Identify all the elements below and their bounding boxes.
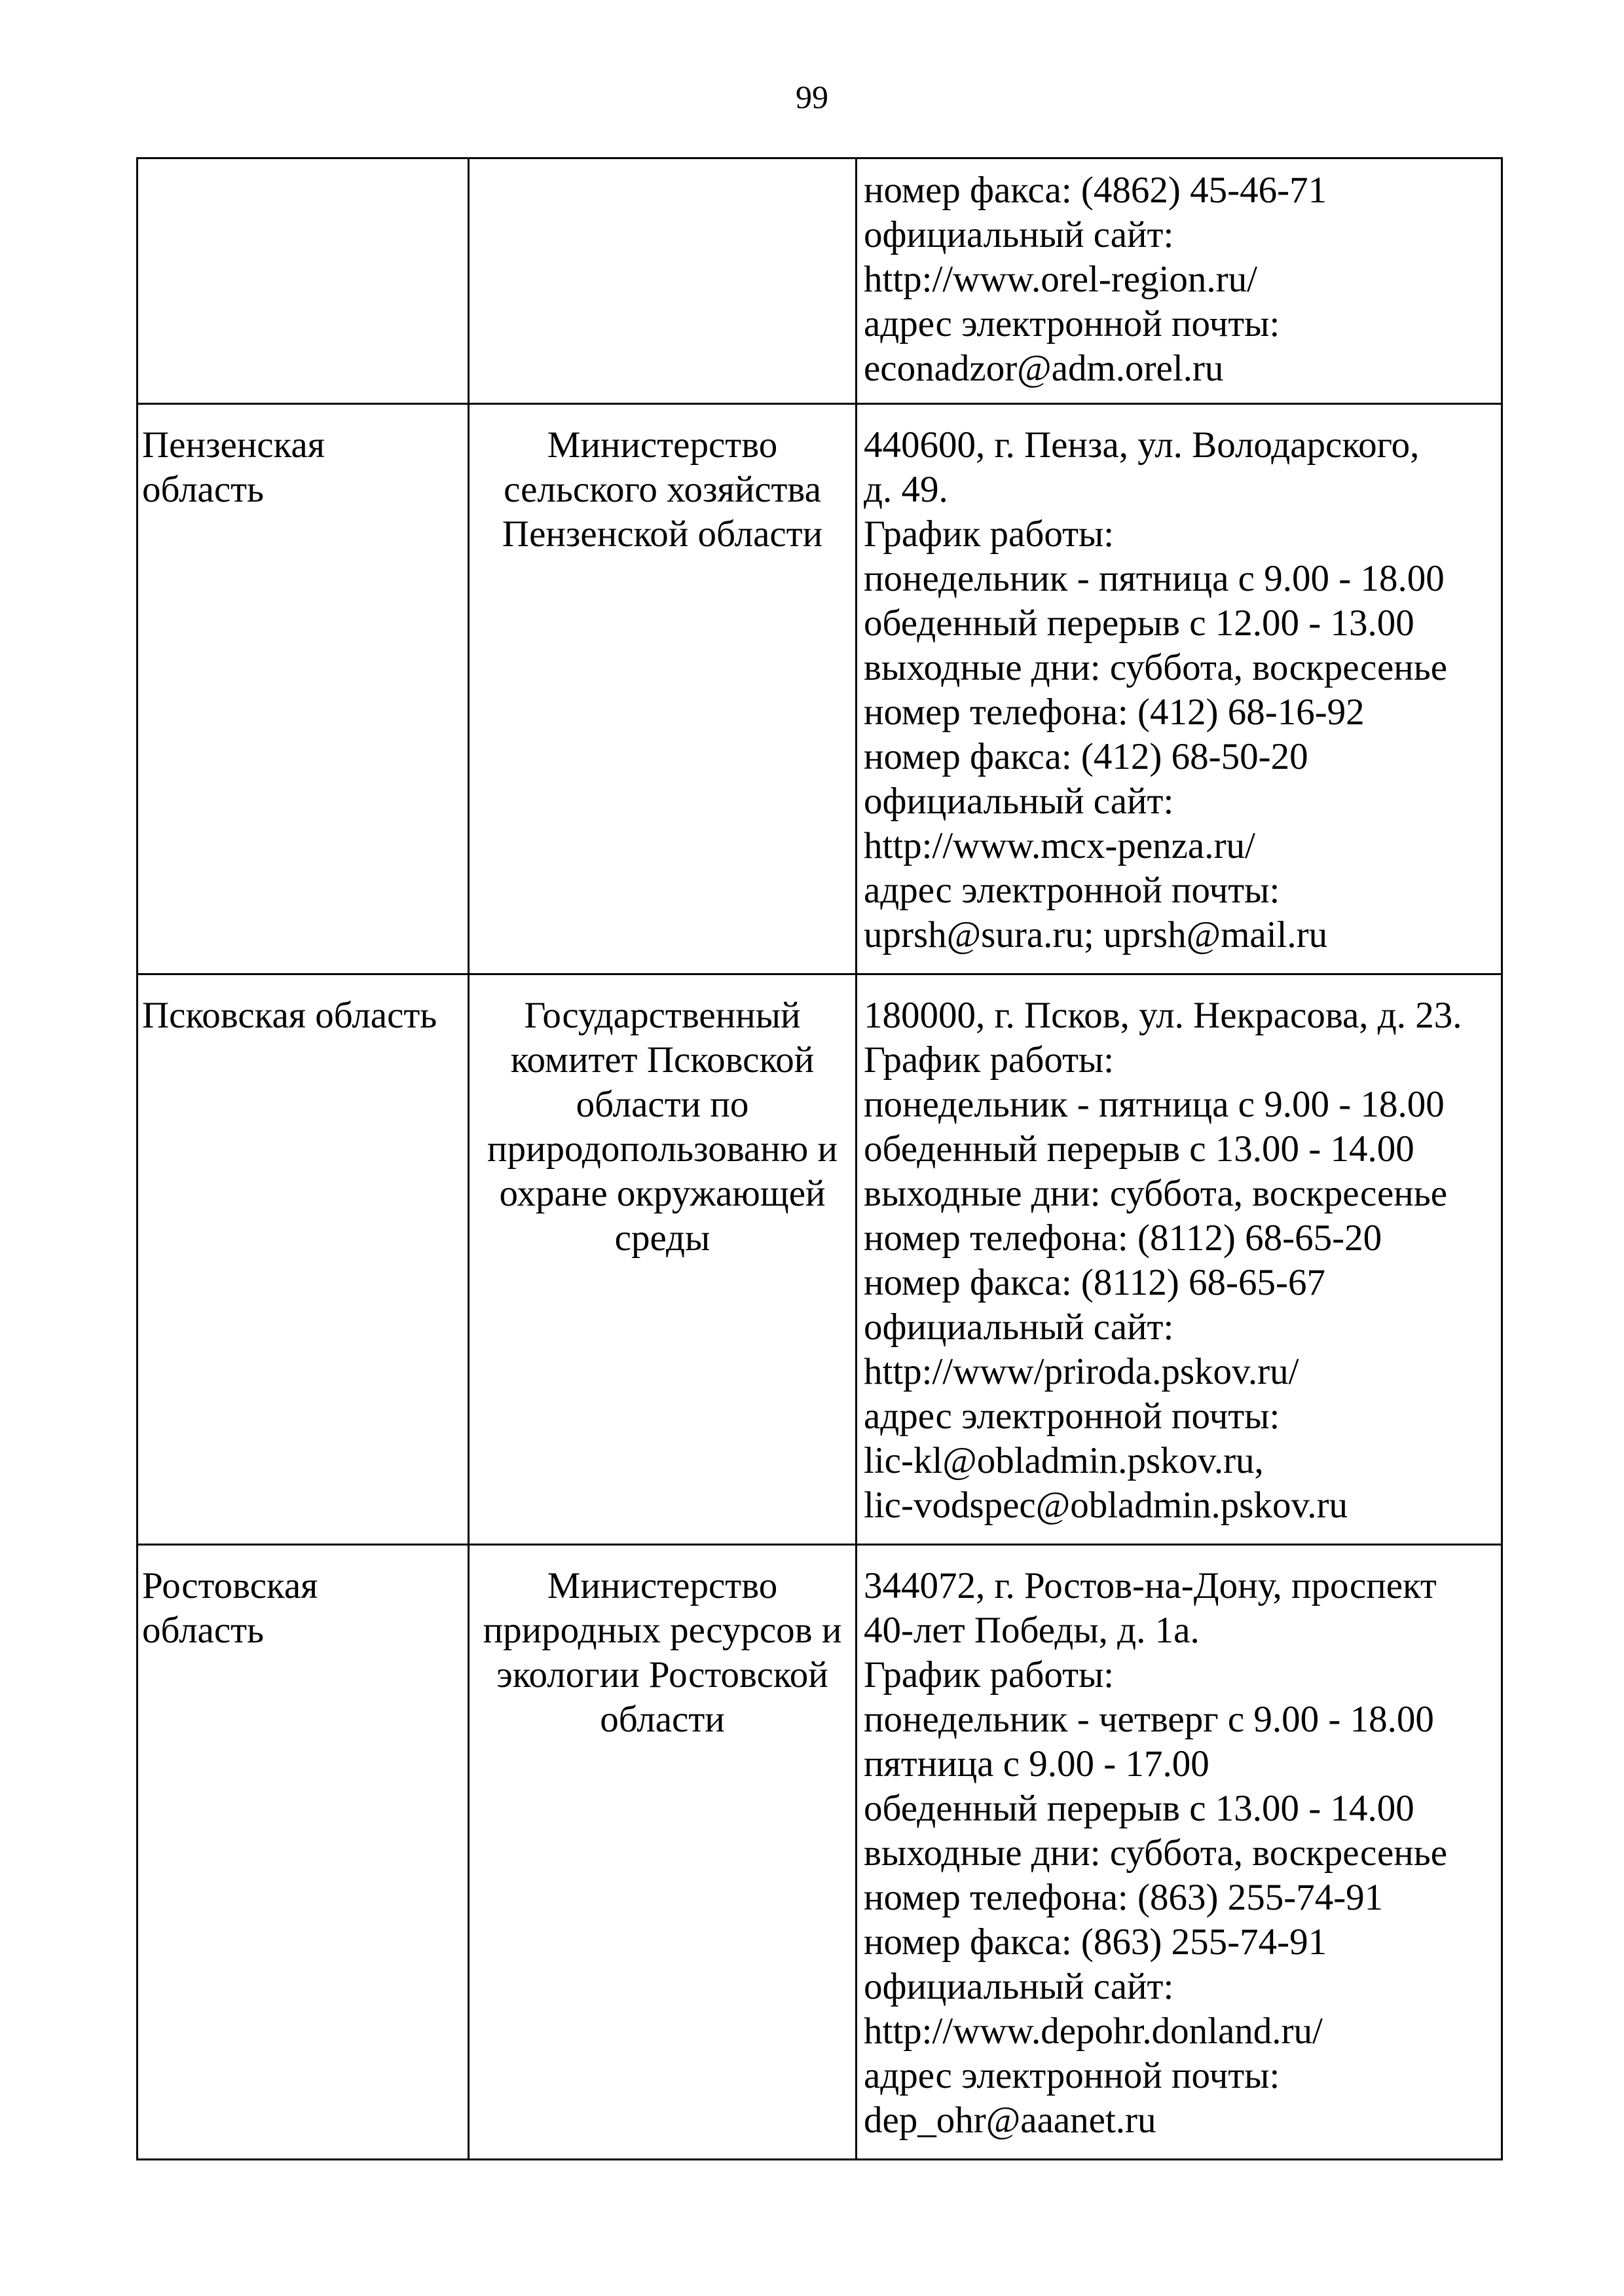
region-cell xyxy=(138,1545,469,2160)
contacts-line: официальный сайт: xyxy=(864,214,1174,255)
contacts-line: понедельник - пятница с 9.00 - 18.00 xyxy=(864,558,1445,599)
contacts-cell xyxy=(857,158,1502,404)
contacts-line: 180000, г. Псков, ул. Некрасова, д. 23. xyxy=(864,995,1462,1036)
page-number: 99 xyxy=(796,79,828,115)
region-line: Пензенская xyxy=(142,424,325,466)
region-cell xyxy=(138,974,469,1545)
organization-line: среды xyxy=(614,1217,710,1259)
contacts-line: http://www.orel-region.ru/ xyxy=(864,259,1258,300)
region-line: область xyxy=(142,1610,265,1651)
contacts-line: адрес электронной почты: xyxy=(864,870,1280,911)
contacts-line: 40-лет Победы, д. 1а. xyxy=(864,1610,1200,1651)
organization-line: комитет Псковской xyxy=(510,1039,815,1081)
region-line: Псковская область xyxy=(142,995,437,1036)
contacts-line: номер телефона: (863) 255-74-91 xyxy=(864,1877,1384,1918)
organization-line: сельского хозяйства xyxy=(504,469,821,510)
region-line: область xyxy=(142,469,265,510)
contacts-line: обеденный перерыв с 12.00 - 13.00 xyxy=(864,602,1414,644)
contacts-line: uprsh@sura.ru; uprsh@mail.ru xyxy=(864,914,1328,955)
contacts-line: номер факса: (4862) 45-46-71 xyxy=(864,170,1327,211)
contacts-line: официальный сайт: xyxy=(864,1966,1174,2007)
contacts-line: понедельник - пятница с 9.00 - 18.00 xyxy=(864,1084,1445,1125)
region-cell xyxy=(138,158,469,404)
organization-cell xyxy=(469,158,857,404)
contacts-cell xyxy=(857,1545,1502,2160)
organization-cell xyxy=(469,404,857,974)
organization-line: области xyxy=(600,1699,725,1740)
contacts-line: http://www.mcx-penza.ru/ xyxy=(864,825,1255,866)
contacts-line: График работы: xyxy=(864,1654,1115,1695)
contacts-cell xyxy=(857,404,1502,974)
contacts-line: выходные дни: суббота, воскресенье xyxy=(864,1832,1448,1874)
region-line: Ростовская xyxy=(142,1565,318,1606)
contacts-line: официальный сайт: xyxy=(864,781,1174,822)
contacts-line: адрес электронной почты: xyxy=(864,1396,1280,1437)
organization-line: охране окружающей xyxy=(499,1173,826,1214)
contacts-line: http://www/priroda.pskov.ru/ xyxy=(864,1351,1299,1392)
contacts-line: обеденный перерыв с 13.00 - 14.00 xyxy=(864,1788,1414,1829)
organization-cell xyxy=(469,974,857,1545)
contacts-line: номер факса: (8112) 68-65-67 xyxy=(864,1262,1325,1303)
organization-line: природопользованю и xyxy=(487,1128,838,1170)
contacts-line: адрес электронной почты: xyxy=(864,2055,1280,2096)
organization-line: Государственный xyxy=(524,995,801,1036)
contacts-line: номер факса: (863) 255-74-91 xyxy=(864,1921,1327,1963)
contacts-line: выходные дни: суббота, воскресенье xyxy=(864,647,1448,688)
table-row xyxy=(138,974,1502,1545)
organization-line: природных ресурсов и xyxy=(483,1610,842,1651)
contacts-line: понедельник - четверг с 9.00 - 18.00 xyxy=(864,1699,1434,1740)
contacts-line: выходные дни: суббота, воскресенье xyxy=(864,1173,1448,1214)
contacts-line: д. 49. xyxy=(864,469,948,510)
organization-line: Пензенской области xyxy=(502,513,823,555)
contacts-line: номер факса: (412) 68-50-20 xyxy=(864,736,1308,777)
table-row xyxy=(138,404,1502,974)
contacts-line: адрес электронной почты: xyxy=(864,303,1280,344)
table-row xyxy=(138,158,1502,404)
organization-line: Министерство xyxy=(547,1565,778,1606)
contacts-line: lic-kl@obladmin.pskov.ru, xyxy=(864,1440,1264,1481)
table-body xyxy=(138,158,1502,2160)
organization-line: Министерство xyxy=(547,424,778,466)
contacts-line: номер телефона: (412) 68-16-92 xyxy=(864,692,1365,733)
contacts-line: официальный сайт: xyxy=(864,1306,1174,1348)
contacts-line: обеденный перерыв с 13.00 - 14.00 xyxy=(864,1128,1414,1170)
contacts-line: номер телефона: (8112) 68-65-20 xyxy=(864,1217,1382,1259)
table-row xyxy=(138,1545,1502,2160)
contacts-line: График работы: xyxy=(864,513,1115,555)
contacts-cell xyxy=(857,974,1502,1545)
region-cell xyxy=(138,404,469,974)
contacts-line: lic-vodspec@obladmin.pskov.ru xyxy=(864,1485,1348,1526)
contacts-line: График работы: xyxy=(864,1039,1115,1081)
contacts-line: http://www.depohr.donland.ru/ xyxy=(864,2010,1323,2052)
organization-line: области по xyxy=(576,1084,749,1125)
contacts-line: пятница с 9.00 - 17.00 xyxy=(864,1743,1209,1785)
contacts-line: econadzor@adm.orel.ru xyxy=(864,348,1224,389)
contacts-table xyxy=(136,157,1503,2160)
contacts-line: 440600, г. Пенза, ул. Володарского, xyxy=(864,424,1420,466)
organization-cell xyxy=(469,1545,857,2160)
contacts-line: dep_ohr@aaanet.ru xyxy=(864,2100,1156,2141)
organization-line: экологии Ростовской xyxy=(496,1654,828,1695)
contacts-line: 344072, г. Ростов-на-Дону, проспект xyxy=(864,1565,1437,1606)
